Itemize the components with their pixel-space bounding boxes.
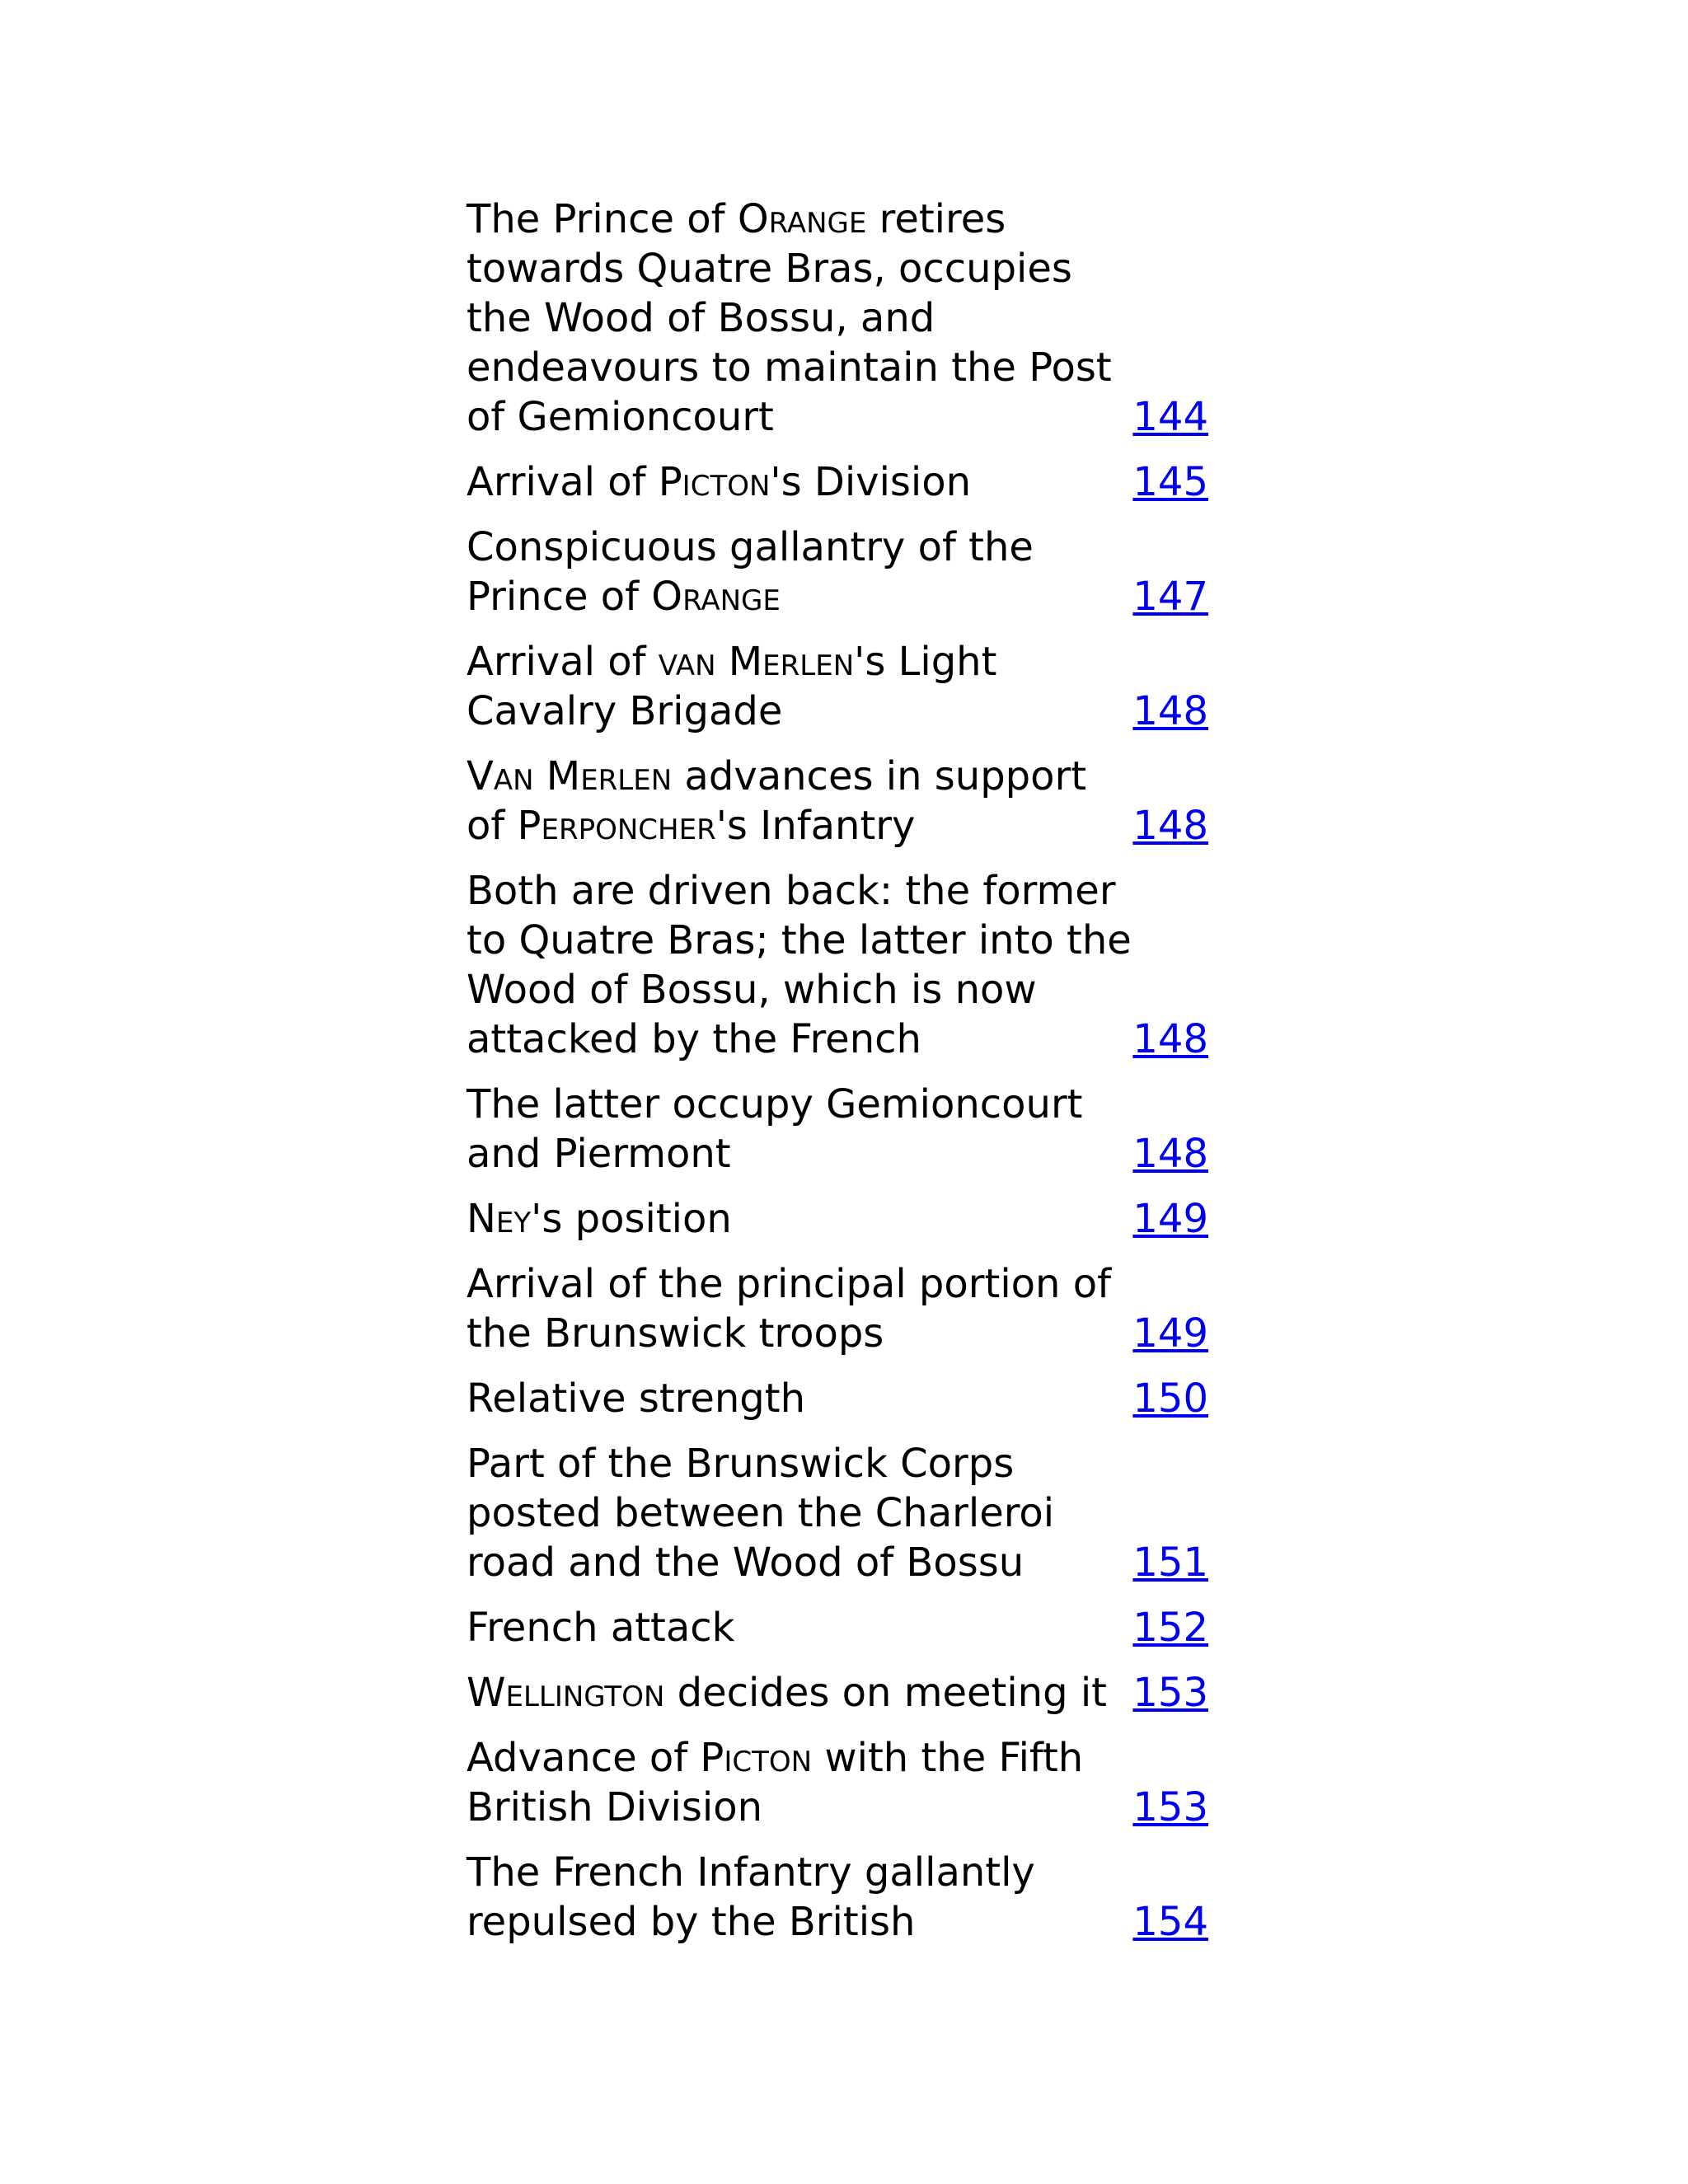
toc-entry-text: The Prince of bbox=[467, 196, 738, 242]
toc-entry-page-cell bbox=[1132, 1718, 1208, 1832]
toc-entry-text: Arrival of bbox=[467, 639, 659, 685]
toc-entry-name: Orange bbox=[737, 196, 867, 242]
toc-entry-name: Ney bbox=[467, 1196, 532, 1242]
table-of-contents bbox=[467, 194, 1208, 1947]
toc-entry-text: Part of the Brunswick Corps posted between the Charleroi road and the Wood of Bossu bbox=[467, 1441, 1055, 1586]
toc-entry-text: Relative strength bbox=[467, 1376, 805, 1422]
toc-entry-page-cell bbox=[1132, 1587, 1208, 1652]
toc-entry-title bbox=[467, 1358, 1132, 1423]
toc-entry-text: advances in support of bbox=[467, 753, 1087, 849]
toc-entry-text: with the Fifth British Division bbox=[467, 1735, 1084, 1830]
toc-entry-page-cell bbox=[1132, 621, 1208, 736]
toc-entry-page-cell bbox=[1132, 1652, 1208, 1718]
toc-entry-name: Orange bbox=[651, 574, 781, 620]
toc-page-link[interactable]: 154 bbox=[1132, 1899, 1208, 1945]
toc-entry bbox=[467, 1718, 1208, 1832]
toc-entry-name: Picton bbox=[700, 1735, 813, 1781]
toc-entry-page-cell bbox=[1132, 442, 1208, 507]
toc-entry-page-cell bbox=[1132, 194, 1208, 442]
toc-entry bbox=[467, 851, 1208, 1064]
toc-entry bbox=[467, 736, 1208, 851]
toc-page-link[interactable]: 148 bbox=[1132, 803, 1208, 849]
toc-entry-page-cell bbox=[1132, 507, 1208, 621]
toc-entry-title bbox=[467, 1652, 1132, 1718]
toc-entry-page-cell bbox=[1132, 851, 1208, 1064]
toc-entry-title bbox=[467, 507, 1132, 621]
toc-entry-name: Wellington bbox=[467, 1670, 665, 1716]
toc-entry bbox=[467, 194, 1208, 442]
toc-page-link[interactable]: 153 bbox=[1132, 1670, 1208, 1716]
toc-entry-title bbox=[467, 1587, 1132, 1652]
toc-entry-name: Van Merlen bbox=[467, 753, 673, 799]
toc-entry-title bbox=[467, 194, 1132, 442]
toc-entry-title bbox=[467, 1423, 1132, 1587]
toc-entry-title bbox=[467, 1179, 1132, 1244]
toc-entry bbox=[467, 1244, 1208, 1358]
toc-page-link[interactable]: 150 bbox=[1132, 1376, 1208, 1422]
toc-entry-title bbox=[467, 1244, 1132, 1358]
toc-page-link[interactable]: 144 bbox=[1132, 394, 1208, 440]
toc-page-link[interactable]: 148 bbox=[1132, 688, 1208, 734]
toc-entry bbox=[467, 1587, 1208, 1652]
toc-entry-title bbox=[467, 736, 1132, 851]
toc-entry-page-cell bbox=[1132, 1244, 1208, 1358]
toc-entry-text: 's Infantry bbox=[715, 803, 916, 849]
toc-entry-page-cell bbox=[1132, 1179, 1208, 1244]
toc-entry-text: Conspicuous gallantry of the Prince of bbox=[467, 524, 1034, 620]
toc-page-link[interactable]: 148 bbox=[1132, 1131, 1208, 1177]
toc-entry-name: Picton bbox=[658, 459, 771, 505]
toc-entry bbox=[467, 1652, 1208, 1718]
toc-entry-page-cell bbox=[1132, 1358, 1208, 1423]
toc-entry-text: 's Light Cavalry Brigade bbox=[467, 639, 997, 734]
toc-entry-text: 's Division bbox=[770, 459, 972, 505]
toc-entry-text: Arrival of the principal portion of the Brunswick troops bbox=[467, 1261, 1111, 1357]
toc-entry-text: French attack bbox=[467, 1605, 735, 1651]
toc-entry-text: Advance of bbox=[467, 1735, 701, 1781]
toc-entry-name: van Merlen bbox=[658, 639, 855, 685]
toc-entry-page-cell bbox=[1132, 1064, 1208, 1179]
toc-entry bbox=[467, 621, 1208, 736]
toc-entry-title bbox=[467, 621, 1132, 736]
toc-entry-text: 's position bbox=[531, 1196, 732, 1242]
toc-entry-title bbox=[467, 442, 1132, 507]
toc-entry-name: Perponcher bbox=[517, 803, 716, 849]
toc-entry-text: retires towards Quatre Bras, occupies the Wood of Bossu, and endeavours to maintain the Post of Gemioncourt bbox=[467, 196, 1112, 440]
toc-page-link[interactable]: 147 bbox=[1132, 574, 1208, 620]
toc-page-link[interactable]: 152 bbox=[1132, 1605, 1208, 1651]
toc-entry bbox=[467, 1064, 1208, 1179]
toc-entry-text: The French Infantry gallantly repulsed by the British bbox=[467, 1849, 1035, 1945]
toc-page-link[interactable]: 149 bbox=[1132, 1310, 1208, 1357]
toc-entry-text: Arrival of bbox=[467, 459, 659, 505]
toc-entry bbox=[467, 1358, 1208, 1423]
toc-entry-text: The latter occupy Gemioncourt and Piermont bbox=[467, 1081, 1083, 1177]
toc-page-link[interactable]: 149 bbox=[1132, 1196, 1208, 1242]
toc-entry bbox=[467, 1832, 1208, 1947]
toc-entry-text: Both are driven back: the former to Quatre Bras; the latter into the Wood of Bossu, which is now attacked by the French bbox=[467, 868, 1132, 1062]
toc-body bbox=[467, 194, 1208, 1947]
toc-entry-title bbox=[467, 1718, 1132, 1832]
toc-entry-title bbox=[467, 1832, 1132, 1947]
toc-entry-page-cell bbox=[1132, 1832, 1208, 1947]
toc-entry bbox=[467, 1423, 1208, 1587]
toc-entry bbox=[467, 507, 1208, 621]
toc-entry-title bbox=[467, 851, 1132, 1064]
toc-page-link[interactable]: 153 bbox=[1132, 1784, 1208, 1830]
toc-entry-title bbox=[467, 1064, 1132, 1179]
toc-page-link[interactable]: 148 bbox=[1132, 1016, 1208, 1062]
toc-entry-page-cell bbox=[1132, 1423, 1208, 1587]
toc-page-link[interactable]: 151 bbox=[1132, 1540, 1208, 1586]
toc-entry bbox=[467, 1179, 1208, 1244]
toc-page-link[interactable]: 145 bbox=[1132, 459, 1208, 505]
toc-entry-text: decides on meeting it bbox=[664, 1670, 1107, 1716]
toc-entry bbox=[467, 442, 1208, 507]
toc-entry-page-cell bbox=[1132, 736, 1208, 851]
